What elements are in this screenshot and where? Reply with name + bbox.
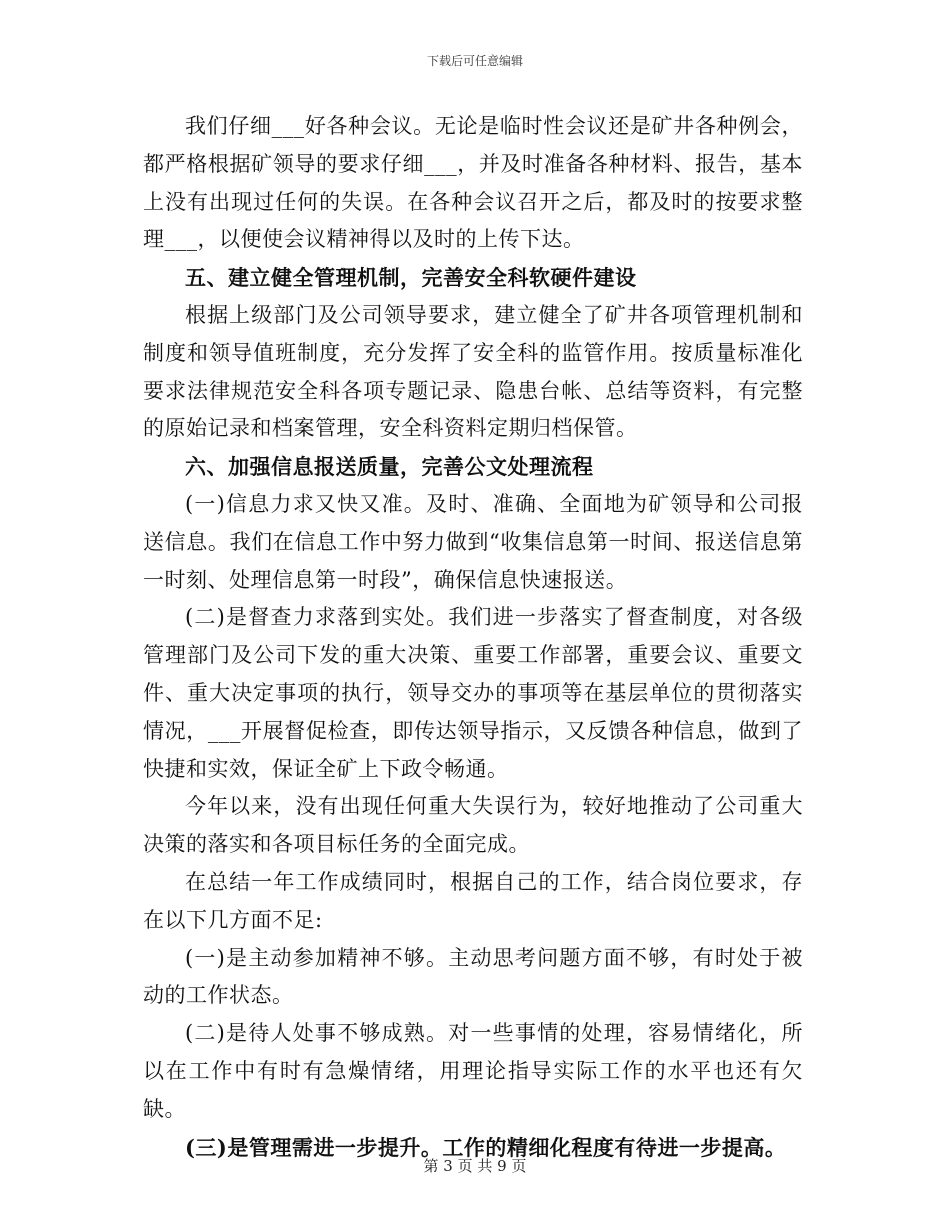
paragraph-shortcomings-intro: 在总结一年工作成绩同时，根据自己的工作，结合岗位要求，存在以下几方面不足: — [143, 869, 803, 932]
page-number: 第 3 页 共 9 页 — [423, 1157, 527, 1175]
paragraph-shortcoming-3: (三)是管理需进一步提升。工作的精细化程度有待进一步提高。 — [185, 1134, 787, 1160]
page-header: 下载后可任意编辑 — [426, 54, 523, 68]
section-heading-6: 六、加强信息报送质量，完善公文处理流程 — [185, 454, 594, 480]
paragraph-this-year: 今年以来，没有出现任何重大失误行为，较好地推动了公司重大决策的落实和各项目标任务的全面完成。 — [143, 794, 803, 857]
section-heading-5: 五、建立健全管理机制，完善安全科软硬件建设 — [185, 265, 637, 291]
paragraph-management: 根据上级部门及公司领导要求，建立健全了矿井各项管理机制和制度和领导值班制度，充分发挥了安全科的监管作用。按质量标准化要求法律规范安全科各项专题记录、隐患台帐、总结等资料，有完整的原始记录和档案管理，安全科资料定期归档保管。 — [143, 302, 803, 441]
paragraph-meetings: 我们仔细___好各种会议。无论是临时性会议还是矿井各种例会，都严格根据矿领导的要求仔细___，并及时准备各种材料、报告，基本上没有出现过任何的失误。在各种会议召开之后，都及时的按要求整理___，以便使会议精神得以及时的上传下达。 — [143, 114, 803, 252]
paragraph-supervision: (二)是督查力求落到实处。我们进一步落实了督查制度，对各级管理部门及公司下发的重大决策、重要工作部署，重要会议、重要文件、重大决定事项的执行，领导交办的事项等在基层单位的贯彻落实情况，___开展督促检查，即传达领导指示，又反馈各种信息，做到了快捷和实效，保证全矿上下政令畅通。 — [143, 605, 803, 781]
paragraph-info-reporting: (一)信息力求又快又准。及时、准确、全面地为矿领导和公司报送信息。我们在信息工作中努力做到“收集信息第一时间、报送信息第一时刻、处理信息第一时段”，确保信息快速报送。 — [143, 491, 803, 592]
paragraph-shortcoming-1: (一)是主动参加精神不够。主动思考问题方面不够，有时处于被动的工作状态。 — [143, 945, 803, 1008]
paragraph-shortcoming-2: (二)是待人处事不够成熟。对一些事情的处理，容易情绪化，所以在工作中有时有急燥情绪，用理论指导实际工作的水平也还有欠缺。 — [143, 1021, 803, 1121]
document-body — [143, 108, 803, 1166]
